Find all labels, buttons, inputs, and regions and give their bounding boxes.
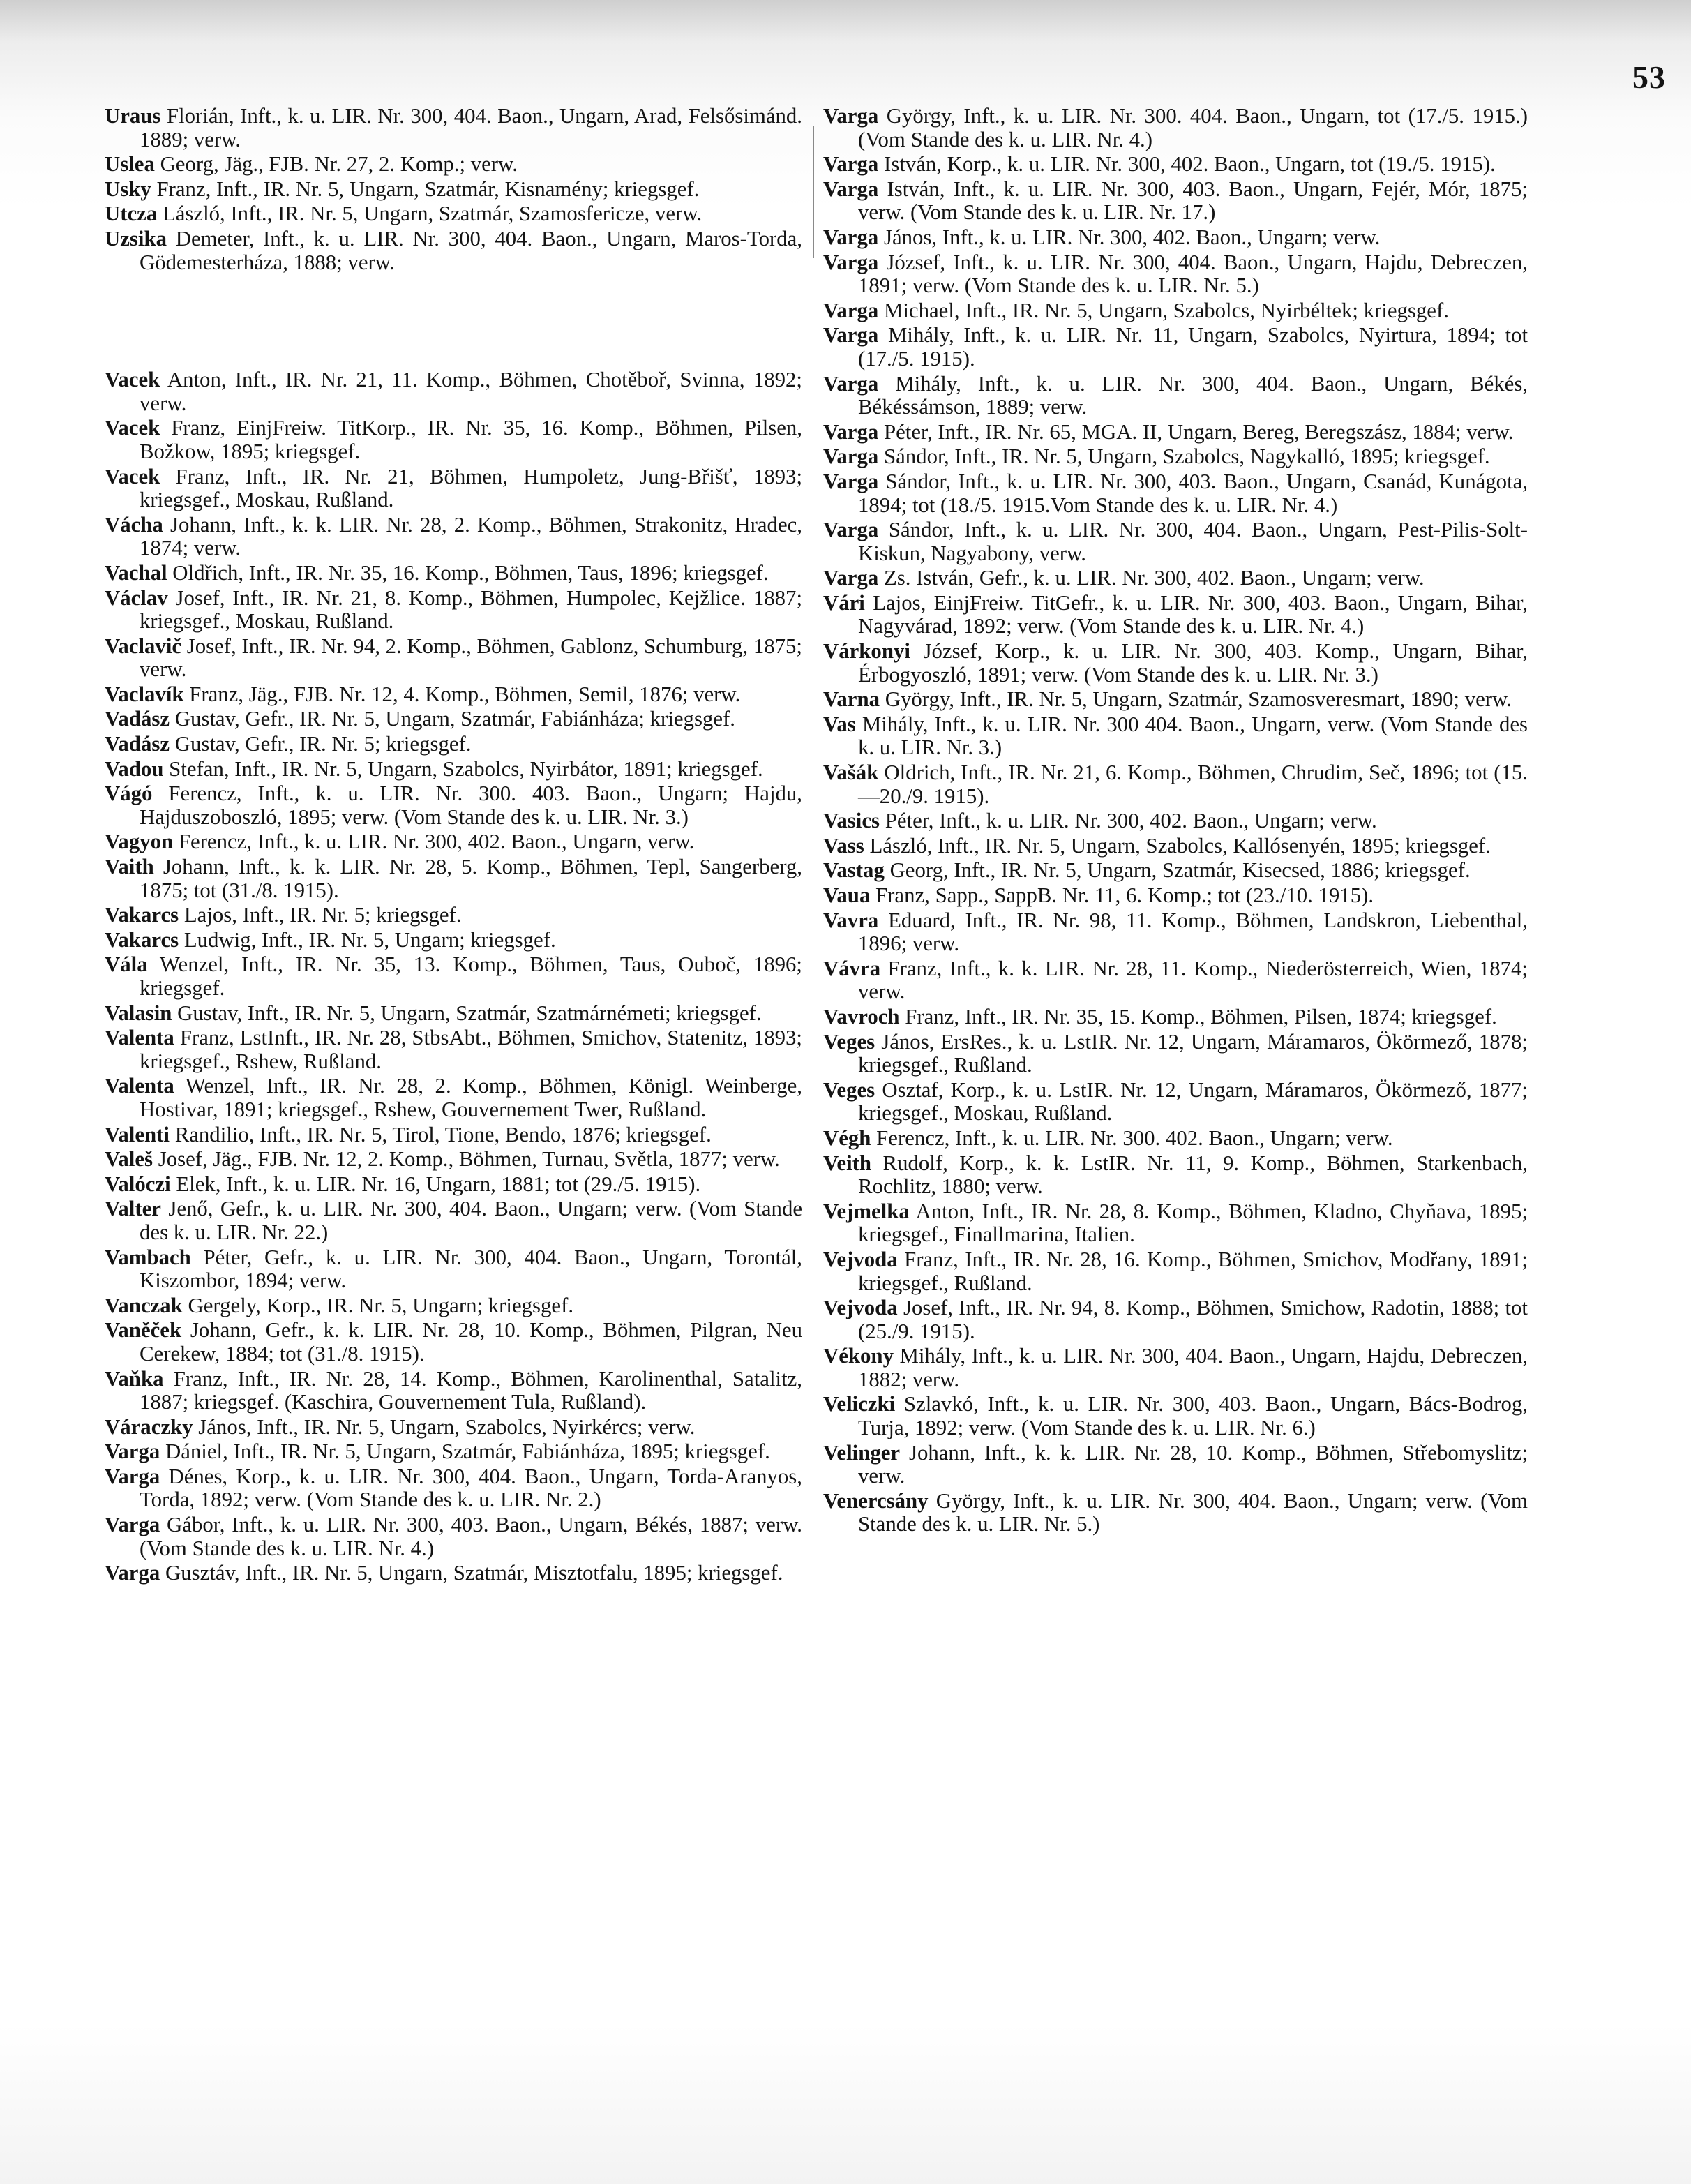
left-column: [105, 105, 802, 1587]
entry-surname: Varga: [105, 1464, 160, 1488]
register-entry: [823, 1248, 1528, 1295]
entry-surname: Varga: [823, 177, 879, 201]
entry-details: Mihály, Inft., k. u. LIR. Nr. 11, Ungarn, Szabolcs, Nyirtura, 1894; tot (17./5. 1915).: [858, 323, 1528, 371]
register-entry: [105, 1294, 802, 1318]
entry-surname: Vagyon: [105, 830, 174, 854]
entry-surname: Varga: [823, 104, 879, 128]
entry-surname: Vaclavík: [105, 682, 184, 706]
column-divider: [813, 126, 814, 258]
register-entry: [823, 105, 1528, 151]
entry-surname: Végh: [823, 1125, 871, 1150]
entry-surname: Valenta: [105, 1026, 174, 1050]
register-entry: [105, 953, 802, 1000]
entry-surname: Vastag: [823, 858, 885, 883]
entry-details: György, Inft., IR. Nr. 5, Ungarn, Szatmár, Szamosveresmart, 1890; verw.: [885, 687, 1512, 712]
entry-details: Oldřich, Inft., IR. Nr. 35, 16. Komp., Böhmen, Taus, 1896; kriegsgef.: [172, 560, 769, 585]
entry-details: Johann, Inft., k. k. LIR. Nr. 28, 5. Komp., Böhmen, Tepl, Sangerberg, 1875; tot (31./8. 1915).: [140, 855, 803, 902]
entry-surname: Vass: [823, 833, 864, 858]
register-entry: [105, 202, 802, 226]
register-entry: [105, 562, 802, 585]
entry-surname: Vékony: [823, 1344, 894, 1368]
entry-details: István, Inft., k. u. LIR. Nr. 300, 403. Baon., Ungarn, Fejér, Mór, 1875; verw. (Vom Stande des k. u. LIR. Nr. 17.): [858, 177, 1528, 225]
register-entry: [105, 153, 802, 177]
entry-details: Gustav, Gefr., IR. Nr. 5, Ungarn, Szatmár, Fabiánháza; kriegsgef.: [174, 707, 735, 731]
register-entry: [105, 830, 802, 854]
register-entry: [105, 417, 802, 463]
entry-surname: Vaua: [823, 883, 871, 907]
page-number: 53: [1632, 59, 1666, 95]
register-entry: [823, 1127, 1528, 1151]
register-entry: [105, 1562, 802, 1585]
section-gap: [105, 276, 802, 368]
entry-surname: Veges: [823, 1077, 875, 1102]
entry-details: Rudolf, Korp., k. k. LstIR. Nr. 11, 9. Komp., Böhmen, Starkenbach, Rochlitz, 1880; verw.: [858, 1151, 1528, 1199]
register-entry: [105, 1002, 802, 1026]
register-entry: [105, 465, 802, 512]
entry-surname: Vári: [823, 590, 865, 615]
entry-surname: Vacek: [105, 464, 160, 488]
entries-group-v: [105, 368, 802, 1585]
register-entry: [823, 251, 1528, 298]
entry-details: Florián, Inft., k. u. LIR. Nr. 300, 404. Baon., Ungarn, Arad, Felsősimánd. 1889; verw.: [140, 104, 803, 151]
entry-surname: Vavra: [823, 908, 879, 932]
entry-surname: Valeš: [105, 1147, 153, 1172]
entry-details: Sándor, Inft., k. u. LIR. Nr. 300, 403. Baon., Ungarn, Csanád, Kunágota, 1894; tot (18./5. 1915.Vom Stande des k. u. LIR. Nr. 4.): [858, 469, 1528, 517]
entry-surname: Valenti: [105, 1122, 170, 1146]
entry-surname: Varna: [823, 687, 880, 712]
register-entry: [105, 1368, 802, 1414]
entry-details: Franz, Inft., IR. Nr. 5, Ungarn, Szatmár, Kisnamény; kriegsgef.: [156, 177, 700, 201]
entry-details: Wenzel, Inft., IR. Nr. 35, 13. Komp., Böhmen, Taus, Oubоč, 1896; kriegsgef.: [140, 952, 802, 1000]
entry-details: Franz, Jäg., FJB. Nr. 12, 4. Komp., Böhmen, Semil, 1876; verw.: [189, 682, 741, 706]
entry-surname: Venercsány: [823, 1488, 929, 1513]
register-entry: [823, 761, 1528, 808]
entry-details: Gustav, Gefr., IR. Nr. 5; kriegsgef.: [174, 732, 472, 756]
entry-details: Lajos, EinjFreiw. TitGefr., k. u. LIR. Nr. 300, 403. Baon., Ungarn, Bihar, Nagyvárad, 1892; verw. (Vom Stande des k. u. LIR. Nr. 4.): [858, 590, 1528, 638]
entry-details: Mihály, Inft., k. u. LIR. Nr. 300 404. Baon., Ungarn, verw. (Vom Stande des k. u. LIR. Nr. 3.): [858, 712, 1528, 760]
entry-details: Demeter, Inft., k. u. LIR. Nr. 300, 404. Baon., Ungarn, Maros-Torda, Gödemesterháza, 1888; verw.: [140, 226, 802, 274]
entries-group-u: [105, 105, 802, 274]
register-entry: [105, 1026, 802, 1073]
register-entry: [105, 1246, 802, 1293]
entry-surname: Usky: [105, 177, 151, 201]
register-entry: [823, 518, 1528, 565]
entry-details: Anton, Inft., IR. Nr. 21, 11. Komp., Böhmen, Chotěboř, Svinna, 1892; verw.: [140, 368, 802, 415]
entry-surname: Uzsika: [105, 226, 167, 250]
entry-details: János, Inft., k. u. LIR. Nr. 300, 402. Baon., Ungarn; verw.: [883, 225, 1381, 249]
entry-details: Péter, Gefr., k. u. LIR. Nr. 300, 404. Baon., Ungarn, Torontál, Kiszombor, 1894; verw.: [140, 1245, 802, 1293]
register-entry: [105, 635, 802, 682]
entry-surname: Veges: [823, 1029, 875, 1054]
entry-details: János, ErsRes., k. u. LstIR. Nr. 12, Ungarn, Máramaros, Ökörmező, 1878; kriegsgef., Rußland.: [858, 1029, 1528, 1077]
entry-details: Johann, Inft., k. k. LIR. Nr. 28, 2. Komp., Böhmen, Strakonitz, Hradec, 1874; verw.: [140, 512, 802, 560]
entry-details: László, Inft., IR. Nr. 5, Ungarn, Szabolcs, Kallósenyén, 1895; kriegsgef.: [869, 833, 1491, 858]
register-entry: [105, 1513, 802, 1560]
entry-surname: Vasics: [823, 809, 880, 833]
entry-surname: Vavroch: [823, 1004, 900, 1029]
entry-details: Mihály, Inft., k. u. LIR. Nr. 300, 404. Baon., Ungarn, Békés, Békéssámson, 1889; verw.: [858, 371, 1528, 419]
entry-details: Ferencz, Inft., k. u. LIR. Nr. 300, 402. Baon., Ungarn, verw.: [178, 830, 695, 854]
register-entry: [105, 904, 802, 927]
entry-details: Franz, Inft., IR. Nr. 21, Böhmen, Humpoletz, Jung-Břišť, 1893; kriegsgef., Moskau, Rußland.: [140, 464, 802, 512]
entry-surname: Vejvoda: [823, 1296, 898, 1320]
entry-details: Gustav, Inft., IR. Nr. 5, Ungarn, Szatmár, Szatmárnémeti; kriegsgef.: [177, 1001, 762, 1025]
entry-surname: Varga: [823, 323, 879, 347]
entry-details: Georg, Jäg., FJB. Nr. 27, 2. Komp.; verw.: [160, 152, 518, 177]
entry-surname: Varga: [823, 250, 879, 274]
entry-surname: Velinger: [823, 1440, 901, 1465]
register-entry: [823, 153, 1528, 177]
entry-surname: Varga: [823, 298, 879, 322]
entry-surname: Varga: [823, 419, 879, 444]
register-entry: [105, 758, 802, 781]
register-entry: [105, 368, 802, 415]
entry-details: László, Inft., IR. Nr. 5, Ungarn, Szatmár, Szamosfericze, verw.: [162, 202, 702, 226]
entry-details: János, Inft., IR. Nr. 5, Ungarn, Szabolcs, Nyirkércs; verw.: [198, 1414, 696, 1439]
register-entry: [105, 1465, 802, 1512]
register-entry: [823, 324, 1528, 371]
entry-surname: Váraczky: [105, 1414, 193, 1439]
entry-details: Jenő, Gefr., k. u. LIR. Nr. 300, 404. Baon., Ungarn; verw. (Vom Stande des k. u. LIR. Nr. 22.): [140, 1197, 803, 1244]
register-entry: [823, 299, 1528, 323]
register-entry: [823, 688, 1528, 712]
register-entry: [105, 855, 802, 902]
entry-details: István, Korp., k. u. LIR. Nr. 300, 402. Baon., Ungarn, tot (19./5. 1915).: [883, 152, 1496, 177]
register-entry: [105, 514, 802, 560]
entry-surname: Varga: [823, 152, 879, 177]
register-entry: [105, 105, 802, 151]
register-entry: [105, 1440, 802, 1464]
register-entry: [823, 909, 1528, 956]
entry-details: Zs. István, Gefr., k. u. LIR. Nr. 300, 402. Baon., Ungarn; verw.: [883, 566, 1425, 590]
entry-details: Oldrich, Inft., IR. Nr. 21, 6. Komp., Böhmen, Chrudim, Seč, 1896; tot (15.—20./9. 1915).: [858, 761, 1528, 808]
entry-surname: Vas: [823, 712, 856, 736]
register-entry: [823, 1345, 1528, 1391]
entry-details: Wenzel, Inft., IR. Nr. 28, 2. Komp., Böhmen, Königl. Weinberge, Hostivar, 1891; kriegsgef., Rshew, Gouvernement Twer, Rußland.: [140, 1074, 802, 1121]
entry-surname: Vácha: [105, 512, 163, 537]
register-entry: [823, 567, 1528, 590]
register-entry: [105, 178, 802, 202]
register-entry: [823, 1393, 1528, 1439]
entry-surname: Varga: [823, 371, 879, 396]
entry-surname: Varga: [823, 469, 879, 493]
entry-surname: Valóczi: [105, 1172, 171, 1196]
register-entry: [823, 640, 1528, 687]
entry-details: Sándor, Inft., IR. Nr. 5, Ungarn, Szabolcs, Nagykalló, 1895; kriegsgef.: [883, 444, 1490, 469]
register-entry: [823, 373, 1528, 419]
entry-surname: Uraus: [105, 104, 161, 128]
entry-details: Ferencz, Inft., k. u. LIR. Nr. 300. 402. Baon., Ungarn; verw.: [876, 1125, 1393, 1150]
entry-details: Stefan, Inft., IR. Nr. 5, Ungarn, Szabolcs, Nyirbátor, 1891; kriegsgef.: [169, 756, 763, 781]
entry-details: Gergely, Korp., IR. Nr. 5, Ungarn; kriegsgef.: [188, 1293, 574, 1317]
entry-details: Franz, Sapp., SappB. Nr. 11, 6. Komp.; tot (23./10. 1915).: [875, 883, 1374, 907]
register-entry: [823, 1490, 1528, 1536]
register-entry: [823, 884, 1528, 908]
register-entry: [823, 835, 1528, 858]
entry-surname: Vacek: [105, 416, 160, 440]
register-entry: [105, 929, 802, 952]
entry-details: Josef, Inft., IR. Nr. 21, 8. Komp., Böhmen, Humpolec, Kejžlice. 1887; kriegsgef., Moskau, Rußland.: [140, 585, 802, 634]
entry-surname: Varga: [823, 444, 879, 469]
register-entry: [823, 1152, 1528, 1199]
entry-surname: Vakarcs: [105, 903, 179, 927]
entry-details: György, Inft., k. u. LIR. Nr. 300. 404. Baon., Ungarn, tot (17./5. 1915.) (Vom Stande des k. u. LIR. Nr. 4.): [858, 104, 1528, 151]
entry-details: Georg, Inft., IR. Nr. 5, Ungarn, Szatmár, Kisecsed, 1886; kriegsgef.: [889, 858, 1471, 883]
entry-surname: Várkonyi: [823, 639, 910, 664]
entry-details: Osztaf, Korp., k. u. LstIR. Nr. 12, Ungarn, Máramaros, Ökörmező, 1877; kriegsgef., Moskau, Rußland.: [858, 1077, 1528, 1125]
register-entry: [105, 733, 802, 756]
register-entry: [823, 859, 1528, 883]
entry-surname: Valasin: [105, 1001, 172, 1025]
register-entry: [105, 227, 802, 274]
right-column: [823, 105, 1528, 1538]
entry-surname: Valter: [105, 1197, 161, 1221]
entry-details: Mihály, Inft., k. u. LIR. Nr. 300, 404. Baon., Ungarn, Hajdu, Debreczen, 1882; verw.: [858, 1344, 1528, 1391]
entry-details: Elek, Inft., k. u. LIR. Nr. 16, Ungarn, 1881; tot (29./5. 1915).: [176, 1172, 701, 1196]
entry-surname: Vaněček: [105, 1318, 182, 1342]
entry-surname: Vála: [105, 952, 148, 977]
register-entry: [105, 1173, 802, 1197]
register-entry: [823, 1442, 1528, 1488]
register-entry: [105, 1148, 802, 1172]
entry-surname: Vávra: [823, 956, 881, 980]
register-entry: [105, 1075, 802, 1121]
entry-surname: Vachal: [105, 560, 167, 585]
entry-details: Josef, Inft., IR. Nr. 94, 8. Komp., Böhmen, Smichow, Radotin, 1888; tot (25./9. 1915).: [858, 1296, 1528, 1343]
entry-surname: Vadou: [105, 756, 164, 781]
register-entry: [105, 1197, 802, 1244]
entry-surname: Vadász: [105, 707, 170, 731]
entry-surname: Varga: [105, 1561, 160, 1585]
entry-surname: Vágó: [105, 781, 153, 806]
entry-details: Josef, Jäg., FJB. Nr. 12, 2. Komp., Böhmen, Turnau, Světla, 1877; verw.: [158, 1147, 780, 1172]
entry-details: Michael, Inft., IR. Nr. 5, Ungarn, Szabolcs, Nyirbéltek; kriegsgef.: [883, 298, 1449, 322]
entry-surname: Varga: [105, 1439, 160, 1464]
entry-details: Dániel, Inft., IR. Nr. 5, Ungarn, Szatmár, Fabiánháza, 1895; kriegsgef.: [165, 1439, 770, 1464]
register-entry: [823, 957, 1528, 1004]
entry-details: Eduard, Inft., IR. Nr. 98, 11. Komp., Böhmen, Landskron, Liebenthal, 1896; verw.: [858, 908, 1528, 956]
register-entry: [823, 226, 1528, 250]
register-entry: [105, 587, 802, 634]
register-entry: [105, 683, 802, 707]
entry-surname: Vaith: [105, 855, 154, 879]
entry-surname: Utcza: [105, 202, 158, 226]
entry-details: Lajos, Inft., IR. Nr. 5; kriegsgef.: [183, 903, 462, 927]
entry-details: Ludwig, Inft., IR. Nr. 5, Ungarn; kriegsgef.: [183, 927, 556, 952]
entry-surname: Veliczki: [823, 1392, 896, 1416]
register-entry: [823, 1079, 1528, 1125]
register-entry: [823, 713, 1528, 760]
entry-details: Randilio, Inft., IR. Nr. 5, Tirol, Tione, Bendo, 1876; kriegsgef.: [174, 1122, 712, 1146]
entry-details: Johann, Inft., k. k. LIR. Nr. 28, 10. Komp., Böhmen, Střebomyslitz; verw.: [858, 1440, 1528, 1488]
entry-surname: Varga: [823, 518, 879, 542]
entry-details: József, Korp., k. u. LIR. Nr. 300, 403. Komp., Ungarn, Bihar, Érbogyoszló, 1891; verw. (Vom Stande des k. u. LIR. Nr. 3.): [858, 639, 1528, 687]
entry-details: Franz, EinjFreiw. TitKorp., IR. Nr. 35, 16. Komp., Böhmen, Pilsen, Božkow, 1895; kriegsgef.: [140, 416, 802, 463]
entry-details: József, Inft., k. u. LIR. Nr. 300, 404. Baon., Ungarn, Hajdu, Debreczen, 1891; verw. (Vom Stande des k. u. LIR. Nr. 5.): [858, 250, 1528, 298]
entry-details: Josef, Inft., IR. Nr. 94, 2. Komp., Böhmen, Gablonz, Schumburg, 1875; verw.: [140, 634, 802, 682]
register-entry: [823, 178, 1528, 225]
entry-details: Franz, LstInft., IR. Nr. 28, StbsAbt., Böhmen, Smichov, Statenitz, 1893; kriegsgef., Rshew, Rußland.: [140, 1026, 802, 1073]
register-entry: [105, 1416, 802, 1439]
entry-surname: Vakarcs: [105, 927, 179, 952]
entry-details: György, Inft., k. u. LIR. Nr. 300, 404. Baon., Ungarn; verw. (Vom Stande des k. u. LIR. Nr. 5.): [858, 1488, 1528, 1536]
entry-surname: Vanczak: [105, 1293, 183, 1317]
register-entry: [823, 809, 1528, 833]
entry-surname: Vadász: [105, 732, 170, 756]
entry-details: Franz, Inft., IR. Nr. 35, 15. Komp., Böhmen, Pilsen, 1874; kriegsgef.: [905, 1004, 1497, 1029]
register-entry: [105, 708, 802, 731]
entry-surname: Varga: [105, 1513, 160, 1537]
entry-surname: Vejvoda: [823, 1247, 898, 1271]
entry-surname: Vacek: [105, 368, 160, 392]
entry-surname: Vašák: [823, 761, 879, 785]
entry-details: Anton, Inft., IR. Nr. 28, 8. Komp., Böhmen, Kladno, Chyňava, 1895; kriegsgef., Finallmarina, Italien.: [858, 1199, 1528, 1247]
register-entry: [823, 592, 1528, 638]
register-entry: [105, 1319, 802, 1366]
entry-surname: Varga: [823, 566, 879, 590]
entry-details: Szlavkó, Inft., k. u. LIR. Nr. 300, 403. Baon., Ungarn, Bács-Bodrog, Turja, 1892; verw. (Vom Stande des k. u. LIR. Nr. 6.): [858, 1392, 1528, 1440]
register-entry: [105, 1123, 802, 1147]
register-entry: [823, 1200, 1528, 1247]
register-entry: [823, 421, 1528, 444]
entry-details: Franz, Inft., k. k. LIR. Nr. 28, 11. Komp., Niederösterreich, Wien, 1874; verw.: [858, 956, 1528, 1004]
entry-details: Péter, Inft., IR. Nr. 65, MGA. II, Ungarn, Bereg, Beregszász, 1884; verw.: [883, 419, 1514, 444]
register-entry: [823, 1296, 1528, 1343]
entry-details: Franz, Inft., IR. Nr. 28, 14. Komp., Böhmen, Karolinenthal, Satalitz, 1887; kriegsgef. (Kaschira, Gouvernement Tula, Rußland).: [140, 1366, 802, 1414]
register-entry: [105, 782, 802, 829]
entry-surname: Vambach: [105, 1245, 191, 1269]
entry-surname: Vaclavič: [105, 634, 182, 658]
entry-surname: Valenta: [105, 1074, 174, 1098]
entry-details: Gábor, Inft., k. u. LIR. Nr. 300, 403. Baon., Ungarn, Békés, 1887; verw. (Vom Stande des k. u. LIR. Nr. 4.): [140, 1513, 803, 1560]
entry-surname: Veith: [823, 1151, 872, 1175]
entry-details: Gusztáv, Inft., IR. Nr. 5, Ungarn, Szatmár, Misztotfalu, 1895; kriegsgef.: [165, 1561, 783, 1585]
entry-details: Franz, Inft., IR. Nr. 28, 16. Komp., Böhmen, Smichov, Modřany, 1891; kriegsgef., Rußland.: [858, 1247, 1528, 1295]
entry-surname: Varga: [823, 225, 879, 249]
entry-details: Johann, Gefr., k. k. LIR. Nr. 28, 10. Komp., Böhmen, Pilgran, Neu Cerekew, 1884; tot (31./8. 1915).: [140, 1318, 803, 1366]
entry-details: Dénes, Korp., k. u. LIR. Nr. 300, 404. Baon., Ungarn, Torda-Aranyos, Torda, 1892; verw. (Vom Stande des k. u. LIR. Nr. 2.): [140, 1464, 802, 1512]
entry-surname: Uslea: [105, 152, 155, 177]
entry-surname: Vejmelka: [823, 1199, 910, 1223]
entry-details: Ferencz, Inft., k. u. LIR. Nr. 300. 403. Baon., Ungarn; Hajdu, Hajduszoboszló, 1895; verw. (Vom Stande des k. u. LIR. Nr. 3.): [140, 781, 802, 829]
entry-surname: Václav: [105, 585, 168, 610]
register-entry: [823, 1031, 1528, 1077]
entry-surname: Vaňka: [105, 1366, 164, 1391]
register-entry: [823, 470, 1528, 517]
register-entry: [823, 445, 1528, 469]
entry-details: Sándor, Inft., k. u. LIR. Nr. 300, 404. Baon., Ungarn, Pest-Pilis-Solt-Kiskun, Nagyabony, verw.: [858, 518, 1528, 565]
entry-details: Péter, Inft., k. u. LIR. Nr. 300, 402. Baon., Ungarn; verw.: [885, 809, 1377, 833]
register-entry: [823, 1005, 1528, 1029]
